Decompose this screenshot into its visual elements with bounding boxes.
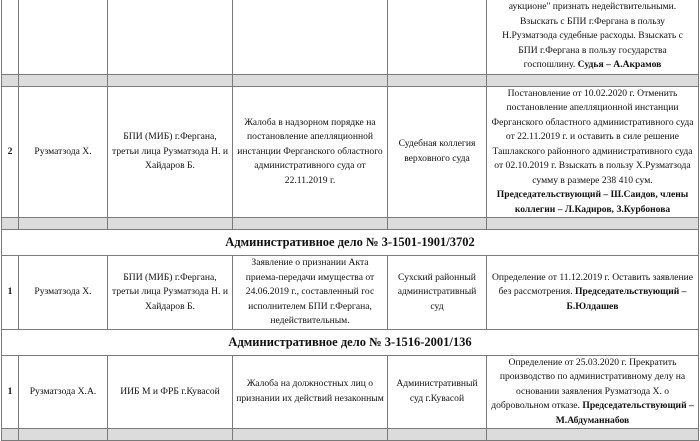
case-header: Административное дело № 3-1516-2001/136 xyxy=(2,329,699,355)
case-header-row xyxy=(2,329,699,355)
judge-name: Судья – А.Акрамов xyxy=(577,59,662,70)
table-row-continued xyxy=(2,0,699,74)
cell-court: Судебная коллегия верховного суда xyxy=(388,86,487,218)
decision-text: Постановление от 10.02.2020 г. Отменить постановление апелляционной инстанции Ферганского областного административного суда от 22.11.2019 г. и оставить в силе решение Ташлакского районного административного суда от 02.10.2019 г. Взыскать в пользу Х.Рузматзода сумму в размере 238 410 сум. xyxy=(491,87,694,186)
cell-plaintiff: Рузматзода Х. xyxy=(19,256,108,330)
cell-subject: Жалоба на должностных лиц о признании их действий незаконным xyxy=(233,355,388,429)
judge-name: Председательствующий – Б.Юлдашев xyxy=(566,286,687,312)
cell-decision xyxy=(487,256,699,330)
separator-row xyxy=(2,429,699,441)
case-header: Административное дело № 3-1501-1901/3702 xyxy=(2,230,699,256)
decision-text: Определение от 25.03.2020 г. Прекратить производство по административному делу на основании заявления Рузматзода Х. о добровольном отказе. xyxy=(491,356,686,411)
decision-line: БПИ г.Фергана в пользу государства xyxy=(518,44,667,56)
cell-number xyxy=(2,0,19,74)
court-cases-table xyxy=(1,0,699,441)
cell-number: 1 xyxy=(2,256,19,330)
judge-name: Председательствующий – Ш.Саидов, члены коллегии – Л.Кадиров, З.Курбонова xyxy=(496,189,689,215)
cell-decision xyxy=(487,0,699,74)
case-header-row xyxy=(2,230,699,256)
cell-decision xyxy=(487,355,699,429)
cell-court: Сухский районный административный суд xyxy=(388,256,487,330)
decision-text: Определение от 11.12.2019 г. Оставить заявление без рассмотрения. xyxy=(491,271,694,297)
decision-line: госпошлину. xyxy=(523,59,576,70)
cell-plaintiff xyxy=(19,0,108,74)
cell-plaintiff: Рузматзода Х.А. xyxy=(19,355,108,429)
judge-name: Председательствующий – М.Абдуманнабов xyxy=(555,400,694,426)
cell-number: 1 xyxy=(2,355,19,429)
cell-court xyxy=(388,0,487,74)
separator-row xyxy=(2,74,699,86)
cell-subject xyxy=(233,0,388,74)
decision-line: аукционе" признать недействительными. xyxy=(508,1,677,12)
cell-number: 2 xyxy=(2,86,19,218)
cell-decision xyxy=(487,86,699,218)
cell-subject: Жалоба в надзорном порядке на постановление апелляционной инстанции Ферганского областного административного суда от 22.11.2019 г. xyxy=(233,86,388,218)
cell-defendant xyxy=(108,0,233,74)
separator-row xyxy=(2,218,699,230)
cell-defendant: ИИБ М и ФРБ г.Кувасой xyxy=(108,355,233,429)
cell-court: Административный суд г.Кувасой xyxy=(388,355,487,429)
decision-line: Н.Рузматзода судебные расходы. Взыскать с xyxy=(502,30,683,41)
table-row xyxy=(2,355,699,429)
cell-defendant: БПИ (МИБ) г.Фергана, третьи лица Рузматзода Н. и Хайдаров Б. xyxy=(108,86,233,218)
table-row xyxy=(2,86,699,218)
cell-plaintiff: Рузматзода Х. xyxy=(19,86,108,218)
decision-line: Взыскать с БПИ г.Фергана в пользу xyxy=(520,15,665,27)
cell-subject: Заявление о признании Акта приема-передачи имущества от 24.06.2019 г., составленный гос исполнителем БПИ г.Фергана, недействительным. xyxy=(233,256,388,330)
table-row xyxy=(2,256,699,330)
cell-defendant: БПИ (МИБ) г.Фергана, третьи лица Рузматзода Н. и Хайдаров Б. xyxy=(108,256,233,330)
